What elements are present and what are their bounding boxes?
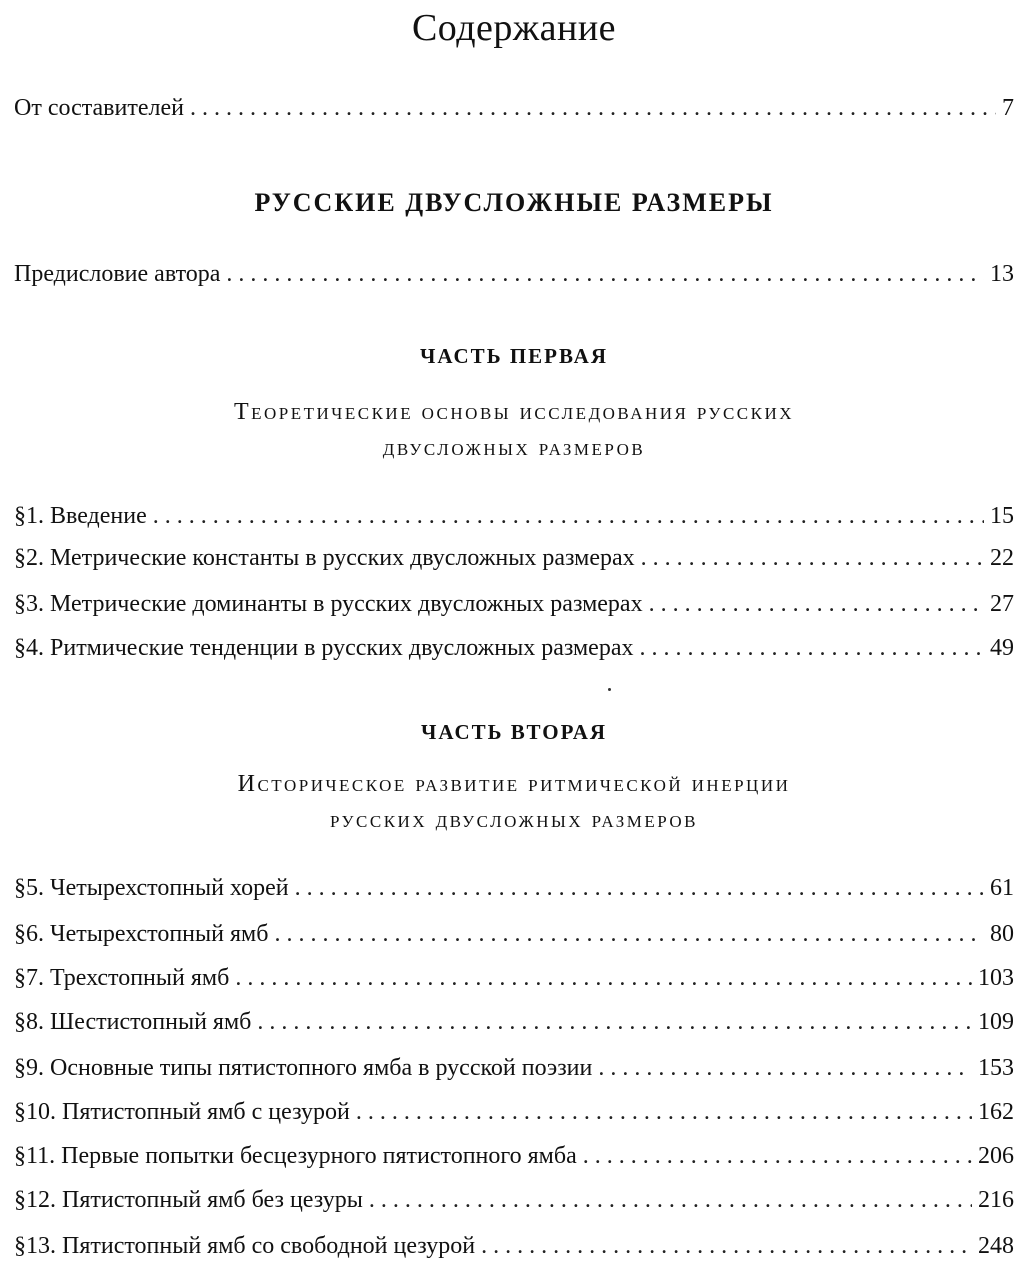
toc-entry[interactable] (14, 1180, 1014, 1220)
section-heading: РУССКИЕ ДВУСЛОЖНЫЕ РАЗМЕРЫ (254, 188, 774, 217)
entry-label: §3. Метрические доминанты в русских двусложных размерах (14, 591, 643, 617)
dot-leader (598, 1048, 972, 1088)
entry-page-number: 61 (990, 875, 1014, 901)
toc-entry[interactable] (14, 1092, 1014, 1132)
entry-page-number: 80 (990, 921, 1014, 947)
toc-entry[interactable] (14, 584, 1014, 624)
entry-page-number: 206 (978, 1143, 1014, 1169)
entry-page-number: 103 (978, 965, 1014, 991)
dot-leader (257, 1002, 972, 1042)
entry-label: §9. Основные типы пятистопного ямба в русской поэзии (14, 1055, 593, 1081)
entry-page-number: 7 (1002, 95, 1014, 121)
part-two-title-line1: Историческое развитие ритмической инерции (237, 771, 791, 797)
entry-label: Предисловие автора (14, 261, 221, 287)
toc-entry[interactable] (14, 1226, 1014, 1266)
entry-label: §8. Шестистопный ямб (14, 1009, 252, 1035)
entry-label: §5. Четырехстопный хорей (14, 875, 289, 901)
toc-entry[interactable] (14, 1002, 1014, 1042)
entry-label: §10. Пятистопный ямб с цезурой (14, 1099, 350, 1125)
entry-label: §2. Метрические константы в русских двусложных размерах (14, 545, 635, 571)
entry-page-number: 216 (978, 1187, 1014, 1213)
toc-entry-preface[interactable] (14, 254, 1014, 294)
entry-page-number: 153 (978, 1055, 1014, 1081)
stray-dot (608, 688, 611, 691)
entry-page-number: 248 (978, 1233, 1014, 1259)
dot-leader (649, 584, 984, 624)
entry-label: §7. Трехстопный ямб (14, 965, 230, 991)
dot-leader (153, 496, 984, 536)
entry-label: От составителей (14, 95, 184, 121)
dot-leader (356, 1092, 972, 1132)
dot-leader (295, 868, 984, 908)
entry-label: §4. Ритмические тенденции в русских двусложных размерах (14, 635, 634, 661)
toc-entry[interactable] (14, 914, 1014, 954)
entry-page-number: 22 (990, 545, 1014, 571)
toc-entry-intro[interactable] (14, 88, 1014, 128)
entry-label: §12. Пятистопный ямб без цезуры (14, 1187, 363, 1213)
toc-entry[interactable] (14, 1136, 1014, 1176)
part-one-title-line1: Теоретические основы исследования русских (233, 399, 795, 425)
entry-label: §6. Четырехстопный ямб (14, 921, 269, 947)
part-one-title-line2: двусложных размеров (382, 435, 646, 461)
toc-entry[interactable] (14, 496, 1014, 536)
toc-entry[interactable] (14, 868, 1014, 908)
entry-page-number: 162 (978, 1099, 1014, 1125)
part-one-heading: ЧАСТЬ ПЕРВАЯ (419, 344, 609, 368)
dot-leader (641, 538, 984, 578)
dot-leader (235, 958, 972, 998)
toc-entry[interactable] (14, 628, 1014, 668)
dot-leader (190, 88, 996, 128)
toc-entry[interactable] (14, 1048, 1014, 1088)
dot-leader (369, 1180, 972, 1220)
entry-page-number: 15 (990, 503, 1014, 529)
entry-label: §1. Введение (14, 503, 147, 529)
dot-leader (226, 254, 984, 294)
page-title: Содержание (411, 7, 617, 49)
entry-label: §13. Пятистопный ямб со свободной цезурой (14, 1233, 476, 1259)
part-two-title-line2: русских двусложных размеров (329, 807, 699, 833)
part-two-heading: ЧАСТЬ ВТОРАЯ (420, 720, 608, 744)
dot-leader (274, 914, 984, 954)
dot-leader (639, 628, 984, 668)
dot-leader (481, 1226, 972, 1266)
entry-page-number: 49 (990, 635, 1014, 661)
toc-entry[interactable] (14, 538, 1014, 578)
dot-leader (583, 1136, 972, 1176)
entry-label: §11. Первые попытки бесцезурного пятистопного ямба (14, 1143, 577, 1169)
entry-page-number: 13 (990, 261, 1014, 287)
toc-entry[interactable] (14, 958, 1014, 998)
entry-page-number: 27 (990, 591, 1014, 617)
entry-page-number: 109 (978, 1009, 1014, 1035)
